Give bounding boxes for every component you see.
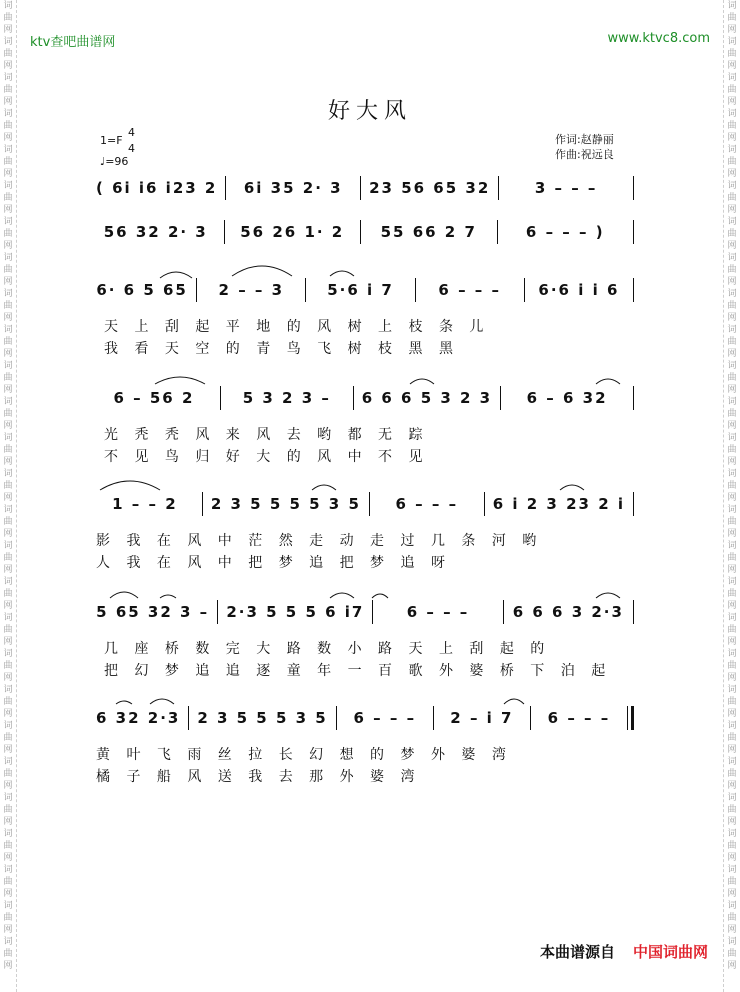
right-watermark-strip	[723, 0, 740, 992]
watermark-char: 词	[3, 469, 13, 479]
bar-line	[225, 176, 226, 200]
bar-line	[336, 706, 337, 730]
watermark-char: 网	[727, 349, 737, 359]
watermark-char: 词	[727, 757, 737, 767]
measure: 6 – – –	[353, 709, 417, 727]
measure: 23 56 65 32	[369, 179, 491, 197]
lyric-verse2-line3: 人 我 在 风 中 把 梦 追 把 梦 追 呀	[96, 555, 451, 571]
watermark-char: 曲	[727, 805, 737, 815]
watermark-char: 曲	[3, 517, 13, 527]
watermark-char: 网	[3, 817, 13, 827]
watermark-char: 词	[3, 757, 13, 767]
watermark-char: 词	[727, 109, 737, 119]
watermark-char: 网	[3, 925, 13, 935]
watermark-char: 网	[727, 961, 737, 971]
watermark-char: 网	[727, 205, 737, 215]
measure: 2 3 5 5 5 5 3 5	[210, 495, 361, 513]
composer: 作曲:祝远良	[555, 148, 614, 161]
watermark-char: 曲	[3, 193, 13, 203]
watermark-char: 曲	[727, 265, 737, 275]
bar-line	[353, 386, 354, 410]
watermark-char: 曲	[3, 697, 13, 707]
watermark-char: 曲	[727, 517, 737, 527]
bar-line	[497, 220, 498, 244]
measure: 6 – – – )	[525, 223, 605, 241]
measure: 5 65 32 3 –	[96, 603, 210, 621]
watermark-char: 网	[727, 889, 737, 899]
watermark-char: 曲	[727, 157, 737, 167]
bar-line	[217, 600, 218, 624]
site-name-left[interactable]: ktv查吧曲谱网	[30, 35, 116, 50]
watermark-char: 网	[727, 673, 737, 683]
watermark-char: 词	[3, 685, 13, 695]
watermark-char: 网	[3, 205, 13, 215]
watermark-char: 网	[3, 277, 13, 287]
notation-row-7	[96, 706, 642, 730]
watermark-char: 网	[727, 277, 737, 287]
watermark-char: 曲	[727, 229, 737, 239]
lyric-verse2-line4: 把 幻 梦 追 追 逐 童 年 一 百 歌 外 婆 桥 下 泊 起	[104, 663, 612, 679]
watermark-char: 词	[3, 829, 13, 839]
lyric-verse1-line4: 几 座 桥 数 完 大 路 数 小 路 天 上 刮 起 的	[104, 641, 551, 657]
measure: 6 i 2 3 23 2 i	[492, 495, 625, 513]
watermark-char: 网	[3, 961, 13, 971]
watermark-char: 曲	[727, 589, 737, 599]
watermark-char: 曲	[727, 193, 737, 203]
watermark-char: 词	[727, 577, 737, 587]
watermark-char: 曲	[3, 157, 13, 167]
watermark-char: 词	[727, 829, 737, 839]
watermark-char: 曲	[727, 49, 737, 59]
watermark-char: 词	[727, 937, 737, 947]
bar-line	[627, 706, 634, 730]
bar-line	[633, 278, 634, 302]
measure: 2·3 5 5 5 6 i7	[226, 603, 365, 621]
watermark-char: 曲	[3, 769, 13, 779]
watermark-char: 词	[727, 721, 737, 731]
tempo-marking: ♩=96	[100, 155, 129, 168]
watermark-char: 网	[727, 925, 737, 935]
watermark-char: 网	[3, 889, 13, 899]
watermark-char: 曲	[3, 553, 13, 563]
bar-line	[503, 600, 504, 624]
bar-line	[202, 492, 203, 516]
song-title: 好大风	[327, 99, 412, 124]
watermark-char: 词	[3, 289, 13, 299]
watermark-char: 网	[727, 457, 737, 467]
measure: 6 – 56 2	[113, 389, 195, 407]
watermark-char: 词	[3, 865, 13, 875]
watermark-char: 曲	[727, 877, 737, 887]
watermark-char: 曲	[727, 13, 737, 23]
watermark-char: 曲	[727, 553, 737, 563]
watermark-char: 词	[727, 685, 737, 695]
watermark-char: 曲	[3, 661, 13, 671]
watermark-char: 网	[727, 493, 737, 503]
watermark-char: 网	[727, 385, 737, 395]
time-signature-bottom: 4	[128, 142, 135, 155]
bar-line	[500, 386, 501, 410]
watermark-char: 网	[727, 169, 737, 179]
measure: 6·6 i i 6	[538, 281, 620, 299]
watermark-char: 网	[3, 781, 13, 791]
watermark-char: 曲	[3, 589, 13, 599]
bar-line	[415, 278, 416, 302]
bar-line	[369, 492, 370, 516]
watermark-char: 网	[3, 673, 13, 683]
watermark-char: 曲	[727, 301, 737, 311]
watermark-char: 网	[3, 61, 13, 71]
bar-line	[530, 706, 531, 730]
source-name-link[interactable]: 中国词曲网	[632, 943, 708, 961]
watermark-char: 词	[727, 217, 737, 227]
watermark-char: 曲	[727, 697, 737, 707]
watermark-char: 网	[3, 133, 13, 143]
watermark-char: 词	[3, 145, 13, 155]
watermark-char: 曲	[727, 481, 737, 491]
measure: 6 6 6 5 3 2 3	[361, 389, 493, 407]
watermark-char: 网	[727, 637, 737, 647]
watermark-char: 网	[3, 637, 13, 647]
watermark-char: 曲	[727, 625, 737, 635]
measure: 6 6 6 3 2·3	[512, 603, 624, 621]
watermark-char: 网	[3, 97, 13, 107]
watermark-char: 网	[3, 313, 13, 323]
bar-line	[305, 278, 306, 302]
measure: 6i 35 2· 3	[243, 179, 343, 197]
watermark-char: 网	[727, 241, 737, 251]
lyric-verse2-line5: 橘 子 船 风 送 我 去 那 外 婆 湾	[96, 769, 421, 785]
watermark-char: 词	[727, 325, 737, 335]
watermark-char: 词	[727, 289, 737, 299]
watermark-char: 词	[727, 613, 737, 623]
watermark-char: 词	[727, 865, 737, 875]
watermark-char: 词	[727, 793, 737, 803]
watermark-char: 网	[3, 25, 13, 35]
watermark-char: 曲	[3, 805, 13, 815]
watermark-char: 词	[3, 325, 13, 335]
watermark-char: 曲	[3, 625, 13, 635]
watermark-char: 曲	[727, 733, 737, 743]
watermark-char: 曲	[3, 841, 13, 851]
watermark-char: 网	[3, 169, 13, 179]
bar-line	[224, 220, 225, 244]
watermark-char: 曲	[727, 445, 737, 455]
watermark-char: 曲	[3, 49, 13, 59]
bar-line	[524, 278, 525, 302]
measure: 1 – – 2	[112, 495, 178, 513]
watermark-char: 网	[3, 565, 13, 575]
watermark-char: 网	[3, 241, 13, 251]
watermark-char: 词	[3, 217, 13, 227]
watermark-char: 网	[727, 601, 737, 611]
watermark-char: 曲	[3, 85, 13, 95]
watermark-char: 曲	[727, 661, 737, 671]
watermark-char: 曲	[727, 121, 737, 131]
watermark-char: 词	[727, 361, 737, 371]
watermark-char: 网	[727, 421, 737, 431]
measure: ( 6i i6 i23 2	[96, 179, 218, 197]
watermark-char: 曲	[727, 337, 737, 347]
time-signature-top: 4	[128, 126, 135, 139]
watermark-char: 词	[727, 433, 737, 443]
watermark-char: 网	[3, 853, 13, 863]
site-url-right[interactable]: www.ktvc8.com	[607, 31, 710, 46]
lyricist: 作词:赵静丽	[555, 133, 614, 146]
measure: 2 – – 3	[218, 281, 285, 299]
watermark-char: 网	[727, 817, 737, 827]
watermark-char: 词	[3, 361, 13, 371]
watermark-char: 曲	[3, 265, 13, 275]
bar-line	[188, 706, 189, 730]
bar-line	[372, 600, 373, 624]
watermark-char: 网	[3, 385, 13, 395]
watermark-char: 曲	[727, 769, 737, 779]
watermark-char: 词	[727, 181, 737, 191]
watermark-char: 词	[727, 505, 737, 515]
source-label: 本曲谱源自	[539, 943, 615, 961]
watermark-char: 网	[3, 421, 13, 431]
measure: 56 32 2· 3	[103, 223, 208, 241]
measure: 3 – – –	[534, 179, 598, 197]
watermark-char: 词	[727, 469, 737, 479]
watermark-char: 网	[3, 349, 13, 359]
lyric-verse2-line2: 不 见 鸟 归 好 大 的 风 中 不 见	[104, 449, 429, 465]
watermark-char: 词	[3, 721, 13, 731]
watermark-char: 曲	[727, 85, 737, 95]
key-signature: 1=F	[100, 134, 123, 147]
watermark-char: 词	[3, 37, 13, 47]
bar-line	[633, 492, 634, 516]
lyric-verse1-line5: 黄 叶 飞 雨 丝 拉 长 幻 想 的 梦 外 婆 湾	[96, 747, 512, 763]
watermark-char: 网	[727, 25, 737, 35]
credits	[555, 132, 614, 162]
watermark-char: 曲	[3, 877, 13, 887]
watermark-char: 曲	[3, 733, 13, 743]
measure: 6 – 6 32	[526, 389, 608, 407]
watermark-char: 词	[3, 397, 13, 407]
measure: 2 – i 7	[450, 709, 514, 727]
watermark-char: 网	[3, 529, 13, 539]
watermark-char: 曲	[3, 229, 13, 239]
watermark-char: 网	[3, 457, 13, 467]
watermark-char: 词	[727, 37, 737, 47]
watermark-char: 曲	[3, 301, 13, 311]
watermark-char: 网	[727, 61, 737, 71]
bar-line	[633, 220, 634, 244]
watermark-char: 曲	[3, 409, 13, 419]
watermark-char: 曲	[727, 373, 737, 383]
watermark-char: 曲	[3, 121, 13, 131]
measure: 6 – – –	[395, 495, 459, 513]
watermark-char: 网	[727, 133, 737, 143]
watermark-char: 词	[3, 253, 13, 263]
watermark-char: 词	[3, 577, 13, 587]
watermark-char: 曲	[3, 481, 13, 491]
watermark-char: 词	[727, 145, 737, 155]
measure: 6· 6 5 65	[96, 281, 188, 299]
watermark-char: 网	[3, 601, 13, 611]
watermark-char: 词	[3, 793, 13, 803]
watermark-char: 词	[3, 937, 13, 947]
watermark-char: 曲	[3, 913, 13, 923]
notation-row-5	[96, 492, 642, 516]
bar-line	[433, 706, 434, 730]
measure: 6 32 2·3	[96, 709, 181, 727]
measure: 5 3 2 3 –	[242, 389, 331, 407]
watermark-char: 词	[3, 901, 13, 911]
bar-line	[360, 220, 361, 244]
watermark-char: 曲	[727, 409, 737, 419]
lyric-verse1-line1: 天 上 刮 起 平 地 的 风 树 上 枝 条 儿	[104, 319, 490, 335]
watermark-char: 词	[3, 541, 13, 551]
bar-line	[633, 600, 634, 624]
watermark-char: 词	[727, 541, 737, 551]
watermark-char: 词	[3, 109, 13, 119]
watermark-char: 网	[3, 493, 13, 503]
source-footer	[540, 941, 708, 962]
measure: 6 – – –	[547, 709, 611, 727]
measure: 2 3 5 5 5 3 5	[197, 709, 328, 727]
notation-row-2	[96, 220, 642, 244]
watermark-char: 词	[727, 73, 737, 83]
watermark-char: 网	[727, 745, 737, 755]
bar-line	[633, 176, 634, 200]
watermark-char: 曲	[3, 13, 13, 23]
watermark-char: 网	[727, 529, 737, 539]
watermark-char: 网	[727, 781, 737, 791]
watermark-char: 网	[727, 313, 737, 323]
watermark-char: 词	[3, 613, 13, 623]
measure: 6 – – –	[438, 281, 502, 299]
watermark-char: 曲	[3, 373, 13, 383]
lyric-verse2-line1: 我 看 天 空 的 青 鸟 飞 树 枝 黑 黑	[104, 341, 459, 357]
watermark-char: 词	[3, 433, 13, 443]
watermark-char: 网	[727, 853, 737, 863]
lyric-verse1-line2: 光 秃 秃 风 来 风 去 哟 都 无 踪	[104, 427, 429, 443]
watermark-char: 词	[3, 505, 13, 515]
watermark-char: 词	[3, 181, 13, 191]
lyric-verse1-line3: 影 我 在 风 中 茫 然 走 动 走 过 几 条 河 哟	[96, 533, 543, 549]
notation-row-6	[96, 600, 642, 624]
left-watermark-strip	[0, 0, 17, 992]
measure: 6 – – –	[406, 603, 470, 621]
watermark-char: 曲	[3, 337, 13, 347]
notation-row-1	[96, 176, 642, 200]
watermark-char: 词	[727, 901, 737, 911]
watermark-char: 词	[3, 1, 13, 11]
watermark-char: 词	[727, 649, 737, 659]
watermark-char: 网	[3, 709, 13, 719]
notation-row-3	[96, 278, 642, 302]
watermark-char: 词	[3, 649, 13, 659]
watermark-char: 词	[727, 397, 737, 407]
watermark-char: 曲	[3, 949, 13, 959]
watermark-char: 曲	[727, 949, 737, 959]
bar-line	[498, 176, 499, 200]
bar-line	[484, 492, 485, 516]
notation-row-4	[96, 386, 642, 410]
bar-line	[220, 386, 221, 410]
watermark-char: 网	[727, 709, 737, 719]
watermark-char: 网	[727, 565, 737, 575]
watermark-char: 网	[3, 745, 13, 755]
watermark-char: 词	[727, 1, 737, 11]
measure: 56 26 1· 2	[240, 223, 345, 241]
measure: 5·6 i 7	[327, 281, 394, 299]
watermark-char: 曲	[727, 913, 737, 923]
bar-line	[196, 278, 197, 302]
bar-line	[360, 176, 361, 200]
watermark-char: 词	[727, 253, 737, 263]
watermark-char: 曲	[727, 841, 737, 851]
watermark-char: 曲	[3, 445, 13, 455]
bar-line	[633, 386, 634, 410]
measure: 55 66 2 7	[380, 223, 477, 241]
watermark-char: 词	[3, 73, 13, 83]
watermark-char: 网	[727, 97, 737, 107]
